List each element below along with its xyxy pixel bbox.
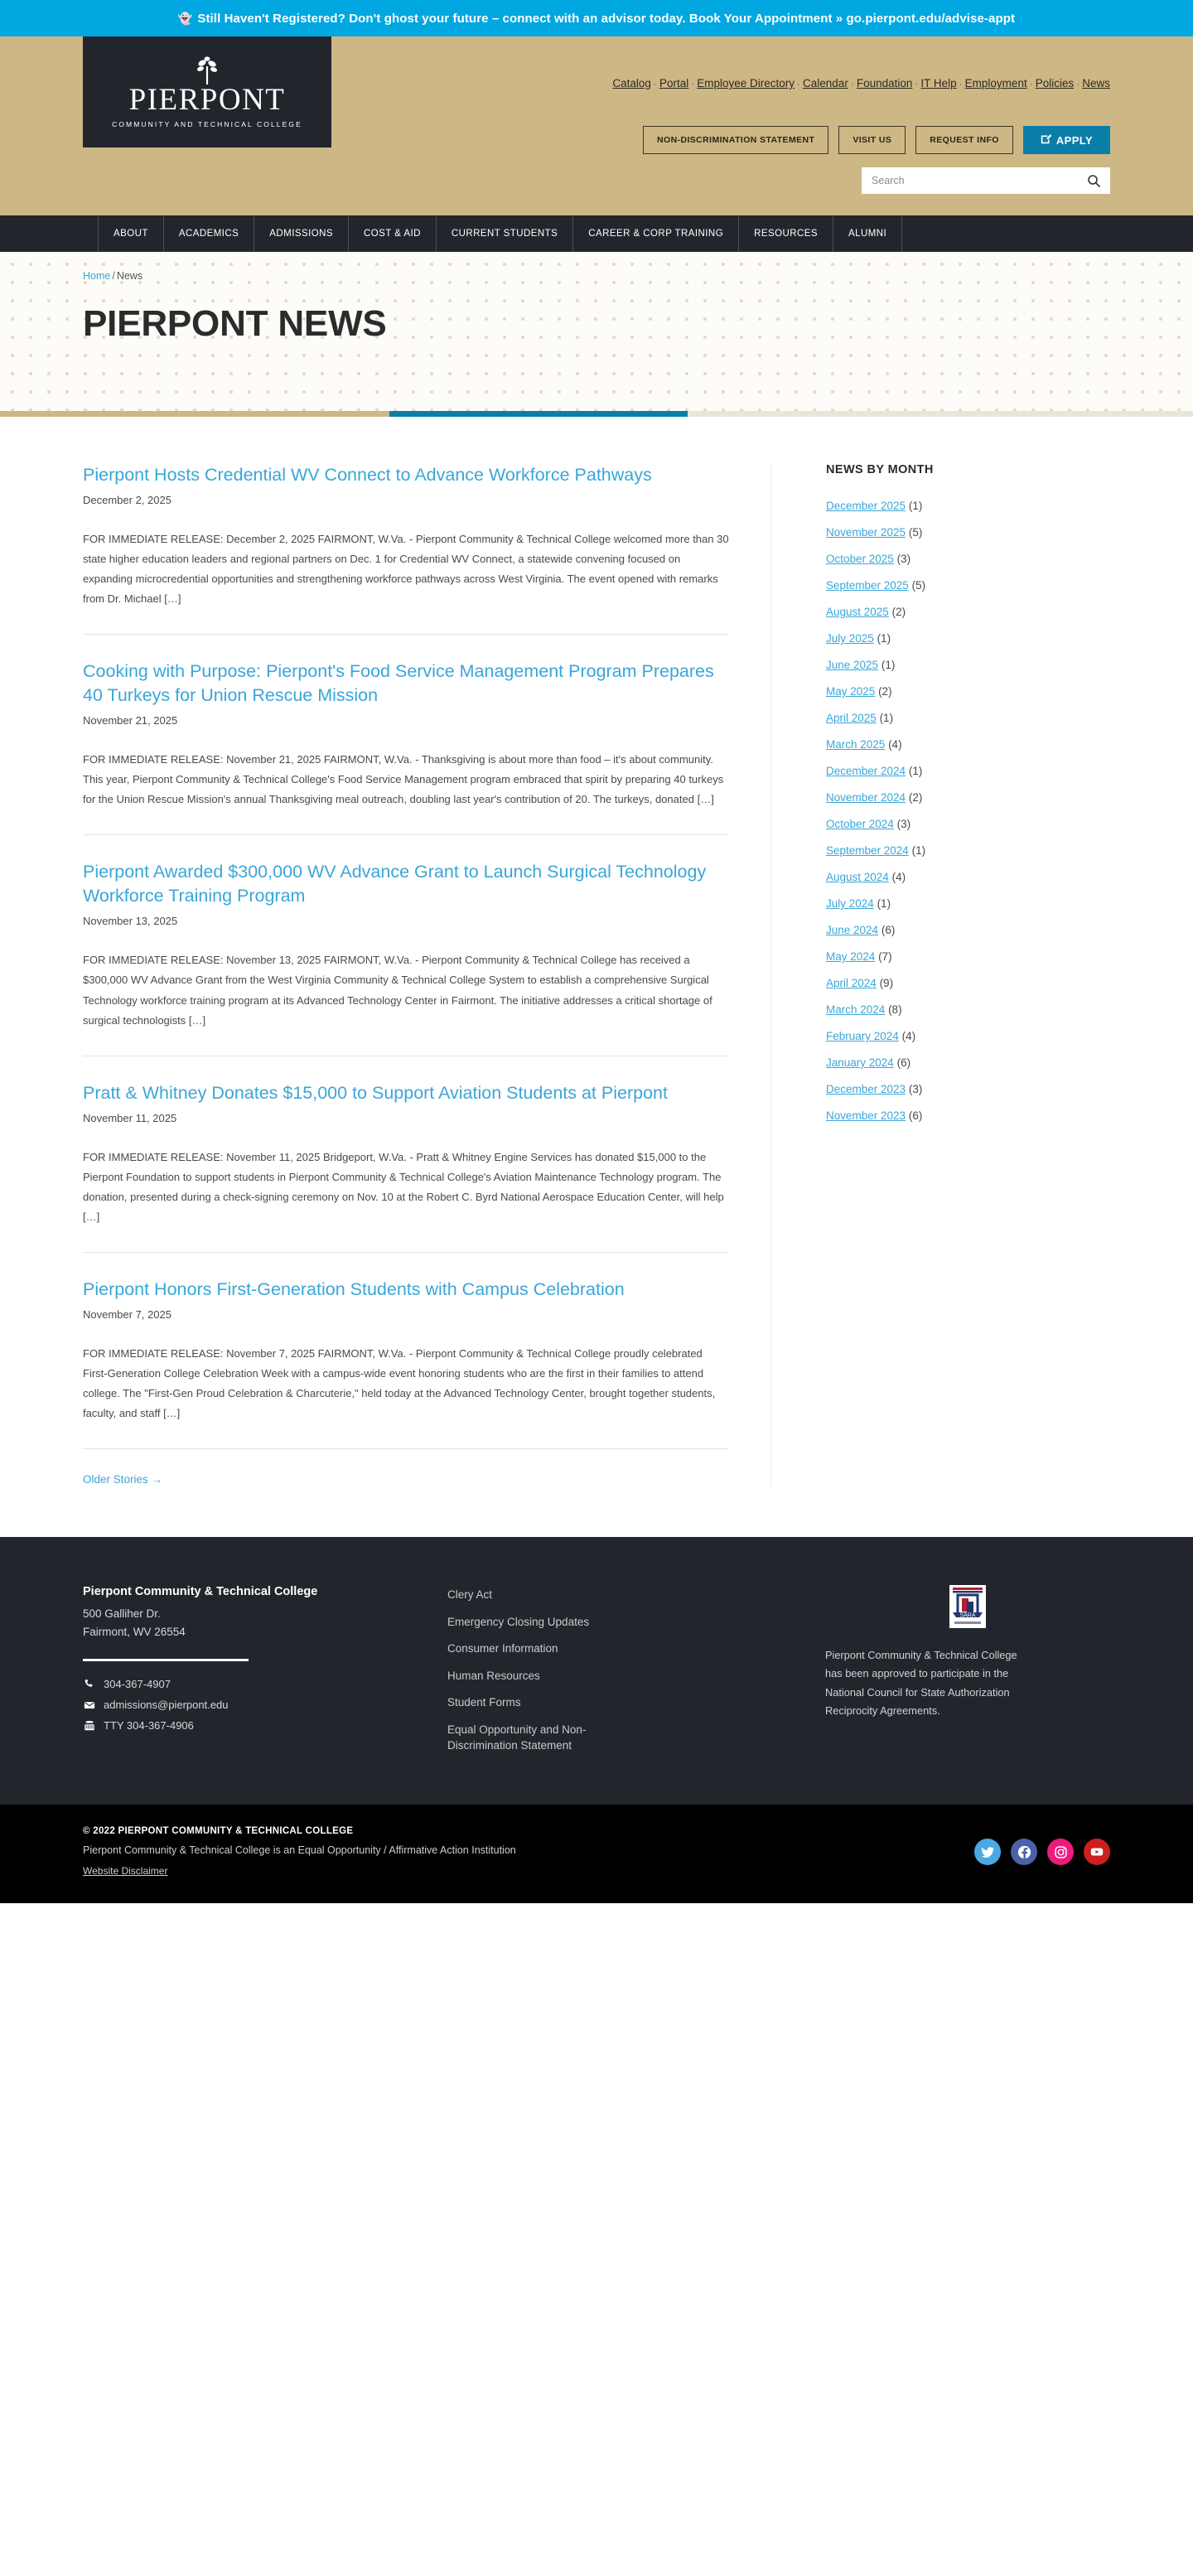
news-month-count: (7) [878,950,892,963]
nav-item-cost-and-aid[interactable]: COST & AID [349,215,437,252]
news-month-link[interactable]: August 2025 [826,606,889,618]
news-month-link[interactable]: April 2024 [826,977,877,989]
page-hero [0,252,1193,411]
nav-item-current-students[interactable]: CURRENT STUDENTS [437,215,573,252]
news-item-date: December 2, 2025 [83,494,171,507]
footer-link[interactable]: Equal Opportunity and Non-Discrimination Statement [447,1723,587,1752]
util-link-foundation[interactable]: Foundation [856,77,913,89]
news-month-count: (6) [908,1109,923,1122]
phone-icon [83,1679,95,1689]
news-month-count: (3) [896,818,911,830]
alert-banner[interactable] [0,0,1193,36]
footer-phone-text: 304-367-4907 [104,1678,171,1691]
social-links [974,1839,1110,1865]
news-month-item [826,1056,1110,1069]
site-header [0,36,1193,215]
news-month-count: (3) [908,1083,923,1095]
footer-address-line2: Fairmont, WV 26554 [83,1625,186,1638]
news-month-link[interactable]: November 2025 [826,526,906,539]
news-month-count: (8) [888,1003,902,1016]
news-month-link[interactable]: November 2023 [826,1109,906,1122]
accent-segment-tan [0,411,389,417]
svg-text:SARA: SARA [959,1612,976,1619]
sidebar [770,463,1110,1487]
news-item-excerpt: FOR IMMEDIATE RELEASE: November 11, 2025 Bridgeport, W.Va. - Pratt & Whitney Engine Services has donated $15,000 to the Pierpont Foundation to support students in Pierpont Community & Technical College's Aviation Maintenance Technology program. The donation, presented during a check-signing ceremony on Nov. 10 at the Robert C. Byrd National Aerospace Education Center, will help […] [83,1150,724,1223]
news-month-link[interactable]: March 2024 [826,1003,886,1016]
news-month-link[interactable]: December 2025 [826,500,906,512]
footer-links-column [447,1585,770,1765]
util-link-portal[interactable]: Portal [659,77,689,89]
news-month-count: (5) [911,579,926,592]
pierpont-tree-icon [196,56,218,85]
news-month-link[interactable]: June 2025 [826,659,879,671]
news-month-count: (4) [888,738,902,751]
footer-link[interactable]: Clery Act [447,1588,493,1601]
logo-wordmark: PIERPONT [128,82,286,117]
news-month-link[interactable]: May 2025 [826,685,876,698]
news-month-count: (1) [908,765,923,777]
news-month-link[interactable]: February 2024 [826,1030,899,1042]
news-month-count: (1) [908,500,923,512]
site-logo[interactable] [83,36,331,147]
news-month-item [826,659,1110,671]
news-month-count: (6) [881,924,896,936]
news-item-excerpt: FOR IMMEDIATE RELEASE: December 2, 2025 FAIRMONT, W.Va. - Pierpont Community & Technical College welcomed more than 30 state higher education leaders and regional partners on Dec. 1 for Credential WV Connect, a statewide convening focused on expanding microcredential opportunities and strengthening workforce pathways across West Virginia. The event opened with remarks from Dr. Michael […] [83,533,729,606]
news-month-item [826,844,1110,857]
news-item-title[interactable]: Cooking with Purpose: Pierpont's Food Service Management Program Prepares 40 Turkeys for Union Rescue Mission [83,661,714,706]
footer-divider [83,1659,249,1661]
util-separator: · [691,78,695,89]
news-item-date: November 7, 2025 [83,1307,171,1321]
news-month-link[interactable]: August 2024 [826,871,889,883]
news-month-item [826,977,1110,989]
news-month-item [826,500,1110,512]
youtube-icon[interactable] [1084,1839,1110,1865]
news-item [83,834,729,1055]
util-link-news[interactable]: News [1082,77,1110,89]
news-item [83,463,729,634]
page-content [83,417,1110,1537]
hero-accent-rule [0,411,1193,417]
util-link-employee-directory[interactable]: Employee Directory [697,77,795,89]
news-month-item [826,791,1110,804]
accent-segment-light [688,411,1193,417]
nav-item-career-corp-training[interactable]: CAREER & CORP TRAINING [573,215,739,252]
news-month-link[interactable]: September 2024 [826,844,909,857]
news-month-link[interactable]: October 2024 [826,818,894,830]
news-month-link[interactable]: July 2024 [826,897,874,910]
news-month-link[interactable]: December 2023 [826,1083,906,1095]
header-cta-row [643,126,1110,154]
main-navigation [0,215,1193,252]
news-month-item [826,1030,1110,1042]
envelope-icon [83,1699,95,1711]
util-separator: · [653,78,657,89]
news-month-item [826,738,1110,751]
news-month-link[interactable]: December 2024 [826,765,906,777]
accent-segment-blue [389,411,688,417]
news-item-date: November 21, 2025 [83,714,178,727]
util-link-catalog[interactable]: Catalog [612,77,651,89]
news-month-item [826,579,1110,592]
footer-phone[interactable] [83,1678,447,1690]
news-month-item [826,712,1110,724]
news-month-item [826,1083,1110,1095]
news-month-count: (9) [879,977,894,989]
news-month-item [826,526,1110,539]
apply-button-label: APPLY [1055,133,1093,147]
news-month-count: (2) [878,685,892,698]
news-month-count: (1) [881,659,896,671]
news-month-item [826,632,1110,645]
twitter-icon[interactable] [974,1839,1001,1865]
util-link-employment[interactable]: Employment [964,77,1027,89]
news-month-item [826,897,1110,910]
news-month-link[interactable]: January 2024 [826,1056,894,1069]
news-month-item [826,553,1110,565]
news-month-link[interactable]: October 2025 [826,553,894,565]
news-item-date: November 11, 2025 [83,1111,177,1124]
ghost-icon: 👻 [177,11,193,25]
news-month-item [826,685,1110,698]
footer-sara-column [770,1585,1110,1765]
copyright-bar [0,1805,1193,1903]
footer-tty[interactable] [83,1719,447,1732]
alert-banner-text: Still Haven't Registered? Don't ghost your future – connect with an advisor today. Book Your Appointment » go.pierpont.edu/advise-appt [197,11,1016,26]
footer-link[interactable]: Student Forms [447,1696,521,1709]
news-month-item [826,818,1110,830]
sara-seal-icon [949,1585,986,1628]
page-title: PIERPONT NEWS [83,303,387,344]
news-month-count: (4) [891,871,906,883]
news-item-title[interactable]: Pierpont Awarded $300,000 WV Advance Grant to Launch Surgical Technology Workforce Training Program [83,862,707,906]
util-link-calendar[interactable]: Calendar [803,77,848,89]
copyright-heading: © 2022 PIERPONT COMMUNITY & TECHNICAL COLLEGE [83,1825,354,1836]
older-stories-link[interactable]: Older Stories → [83,1473,163,1486]
util-separator: · [1029,78,1033,89]
news-item-excerpt: FOR IMMEDIATE RELEASE: November 13, 2025 FAIRMONT, W.Va. - Pierpont Community & Technical College has received a $300,000 WV Advance Grant from the West Virginia Community & Technical College System to establish a comprehensive Surgical Technology workforce training program at its Advanced Technology Center in Fairmont. The initiative addresses a critical shortage of surgical technologists […] [83,954,712,1027]
util-link-policies[interactable]: Policies [1035,77,1075,89]
footer-link[interactable]: Consumer Information [447,1642,558,1655]
footer-email[interactable] [83,1699,447,1711]
news-month-link[interactable]: July 2025 [826,632,874,645]
news-month-item [826,871,1110,883]
news-item-excerpt: FOR IMMEDIATE RELEASE: November 7, 2025 FAIRMONT, W.Va. - Pierpont Community & Technical College proudly celebrated First-Generation College Celebration Week with a campus-wide event honoring students who are the first in their families to attend college. The "First-Gen Proud Celebration & Charcuterie," held today at the Advanced Technology Center, brought together students, faculty, and staff […] [83,1346,716,1419]
footer-tty-text: TTY 304-367-4906 [104,1719,194,1733]
news-month-link[interactable]: April 2025 [826,712,877,724]
copyright-text-block [83,1826,516,1878]
search-icon[interactable] [1087,174,1100,187]
news-item-title[interactable]: Pierpont Honors First-Generation Students with Campus Celebration [83,1278,625,1299]
news-month-count: (5) [908,526,923,539]
sidebar-title: NEWS BY MONTH [826,463,934,476]
news-month-count: (3) [896,553,911,565]
copyright-subtext: Pierpont Community & Technical College is an Equal Opportunity / Affirmative Action Institution [83,1844,516,1856]
search-box[interactable] [862,167,1110,194]
news-month-item [826,765,1110,777]
news-month-link[interactable]: May 2024 [826,950,876,963]
news-month-item [826,606,1110,618]
footer-email-text: admissions@pierpont.edu [104,1699,229,1712]
apply-button[interactable] [1023,126,1110,154]
pagination [83,1448,729,1487]
news-month-count: (6) [896,1056,911,1069]
nav-item-resources[interactable]: RESOURCES [739,215,833,252]
news-item [83,1056,729,1252]
nav-item-academics[interactable]: ACADEMICS [164,215,254,252]
website-disclaimer-link[interactable]: Website Disclaimer [83,1864,168,1877]
news-month-item [826,1109,1110,1122]
util-separator: · [959,78,963,89]
request-info-button[interactable]: REQUEST INFO [915,126,1013,154]
footer-address-line1: 500 Galliher Dr. [83,1607,161,1620]
nav-item-alumni[interactable]: ALUMNI [833,215,902,252]
util-separator: · [797,78,801,89]
news-month-link[interactable]: June 2024 [826,924,879,936]
nav-item-about[interactable]: ABOUT [98,215,164,252]
util-link-it-help[interactable]: IT Help [920,77,957,89]
tty-icon [83,1720,95,1732]
footer-link[interactable]: Emergency Closing Updates [447,1615,590,1628]
util-separator: · [850,78,854,89]
nondiscrimination-statement-button[interactable]: NON-DISCRIMINATION STATEMENT [643,126,828,154]
news-item-excerpt: FOR IMMEDIATE RELEASE: November 21, 2025 FAIRMONT, W.Va. - Thanksgiving is about more than food – it's about community. This year, Pierpont Community & Technical College's Food Service Management program embraced that spirit by preparing 40 turkeys for the Union Rescue Mission's annual Thanksgiving meal outreach, doubling last year's contribution of 20. The turkeys, donated […] [83,753,724,806]
breadcrumb-separator: / [112,270,115,282]
site-footer [0,1537,1193,1805]
util-separator: · [915,78,919,89]
logo-subtitle: COMMUNITY AND TECHNICAL COLLEGE [112,119,302,128]
news-month-count: (1) [911,844,926,857]
news-month-item [826,1003,1110,1016]
util-separator: · [1076,78,1080,89]
news-item-date: November 13, 2025 [83,915,178,928]
facebook-icon[interactable] [1011,1839,1037,1865]
breadcrumb-current: News [116,270,143,282]
news-month-link[interactable]: March 2025 [826,738,886,751]
news-item-title[interactable]: Pratt & Whitney Donates $15,000 to Support Aviation Students at Pierpont [83,1082,668,1103]
nav-item-admissions[interactable]: ADMISSIONS [254,215,349,252]
sara-description: Pierpont Community & Technical College has been approved to participate in the National Council for State Authorization Reciprocity Agreements. [825,1649,1017,1718]
news-month-count: (4) [901,1030,916,1042]
news-item-title[interactable]: Pierpont Hosts Credential WV Connect to Advance Workforce Pathways [83,465,652,485]
news-month-count: (1) [877,632,891,645]
search-input[interactable] [872,175,1087,186]
news-month-item [826,924,1110,936]
news-month-count: (2) [891,606,906,618]
news-month-item [826,950,1110,963]
visit-us-button[interactable]: VISIT US [838,126,906,154]
news-month-count: (2) [908,791,923,804]
breadcrumb-home-link[interactable]: Home [83,270,111,282]
news-item [83,1252,729,1448]
news-by-month-list [826,500,1110,1122]
news-item [83,634,729,834]
news-month-count: (1) [877,897,891,910]
footer-link[interactable]: Human Resources [447,1669,540,1682]
pencil-square-icon [1041,133,1051,147]
breadcrumb [83,270,1110,282]
footer-contact-column [83,1585,447,1765]
news-list [83,463,770,1487]
news-month-link[interactable]: November 2024 [826,791,906,804]
news-month-count: (1) [879,712,894,724]
news-month-link[interactable]: September 2025 [826,579,909,592]
footer-org-name: Pierpont Community & Technical College [83,1585,318,1598]
instagram-icon[interactable] [1047,1839,1074,1865]
utility-nav [530,71,1110,96]
